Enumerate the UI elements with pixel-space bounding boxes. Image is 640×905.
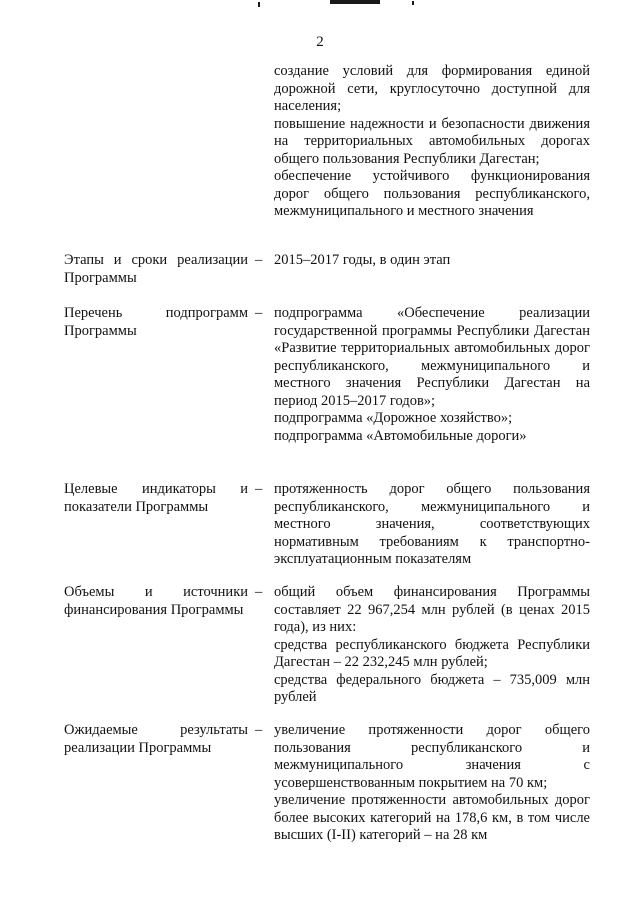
section-text [274,722,590,845]
section-paragraph: средства федерального бюджета – 735,009 млн рублей [274,671,590,705]
section-text [274,305,590,445]
section-paragraph: протяженность дорог общего пользования республиканского, межмуниципального и местного значения, соответствующих нормативным требованиям к транспортно-эксплуатационным показателям [274,481,590,567]
section-text [274,481,590,569]
section-paragraph: средства республиканского бюджета Республики Дагестан – 22 232,245 млн рублей; [274,636,590,670]
goal-paragraph: повышение надежности и безопасности движения на территориальных автомобильных дорогах общего пользования Республики Дагестан; [274,115,590,167]
section-paragraph: подпрограмма «Автомобильные дороги» [274,427,527,444]
dash: – [255,722,263,738]
section-paragraph: увеличение протяженности автомобильных дорог более высоких категорий на 178,6 км, в том числе высших (I-II) категорий – на 28 км [274,792,590,843]
scan-artifact [412,1,414,5]
section-paragraph: подпрограмма «Обеспечение реализации государственной программы Республики Дагестан «Развитие территориальных автомобильных дорог республиканского, межмуниципального и местного значения Республики Дагестан на период 2015–2017 годов»; [274,305,590,409]
section-paragraph: общий объем финансирования Программы составляет 22 967,254 млн рублей (в ценах 2015 года), из них: [274,584,590,635]
section-paragraph: увеличение протяженности дорог общего пользования республиканского и межмуниципального значения с усовершенствованным покрытием на 70 км; [274,722,590,791]
dash: – [255,305,263,321]
section-label: Перечень подпрограмм Программы [64,305,248,339]
scan-artifact [330,0,380,4]
section-paragraph: подпрограмма «Дорожное хозяйство»; [274,410,513,426]
section-text [274,252,590,270]
section-label: Целевые индикаторы и показатели Программы [64,481,248,515]
page-number: 2 [316,34,324,50]
section-label: Этапы и сроки реализации Программы [64,252,248,286]
section-label: Ожидаемые результаты реализации Программы [64,722,248,756]
dash: – [255,252,263,268]
section-paragraph: 2015–2017 годы, в один этап [274,252,451,268]
scan-artifact [258,2,260,7]
section-text [274,584,590,707]
goal-paragraph: создание условий для формирования единой дорожной сети, круглосуточно доступной для населения; [274,63,590,114]
section-label: Объемы и источники финансирования Программы [64,584,248,618]
dash: – [255,584,263,600]
dash: – [255,481,263,497]
goals-continuation [274,63,590,221]
goal-paragraph: обеспечение устойчивого функционирования дорог общего пользования республиканского, межмуниципального и местного значения [274,168,590,219]
